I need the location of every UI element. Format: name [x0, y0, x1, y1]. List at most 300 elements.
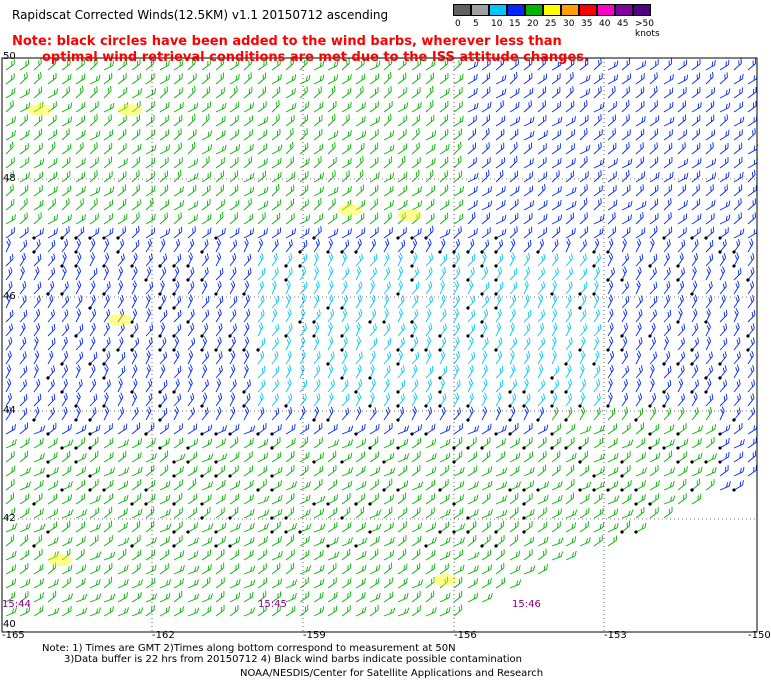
contamination-dot — [634, 488, 638, 492]
wind-barb — [4, 227, 17, 238]
legend-label-5: 25 — [545, 19, 557, 29]
wind-barb — [522, 158, 535, 168]
wind-barb — [478, 351, 488, 364]
contamination-dot — [228, 544, 232, 548]
wind-barb — [241, 157, 253, 168]
wind-barb — [144, 115, 157, 126]
wind-barb — [18, 508, 31, 518]
wind-barb — [269, 253, 279, 266]
wind-barb — [186, 185, 199, 196]
wind-barb — [172, 437, 185, 448]
wind-barb — [745, 351, 755, 364]
wind-barb — [688, 338, 702, 353]
wind-barb — [73, 338, 85, 350]
wind-barb — [269, 324, 281, 336]
contamination-dot — [172, 348, 176, 352]
wind-barb — [17, 240, 29, 252]
wind-barb — [437, 254, 449, 266]
wind-barb — [663, 496, 677, 504]
wind-barb — [395, 480, 411, 492]
wind-barb — [228, 550, 241, 560]
wind-barb — [675, 365, 686, 378]
contamination-dot — [46, 474, 50, 478]
wind-barb — [507, 72, 519, 84]
wind-barb — [340, 605, 353, 616]
wind-barb — [563, 254, 574, 266]
wind-barb — [619, 254, 631, 266]
legend-swatch-10 — [633, 4, 651, 16]
contamination-dot — [732, 264, 736, 268]
wind-barb — [283, 379, 293, 392]
wind-barb — [256, 523, 270, 532]
wind-barb — [507, 142, 519, 154]
wind-barb — [647, 199, 660, 210]
wind-barb — [409, 170, 421, 182]
wind-barb — [144, 438, 157, 448]
wind-barb — [129, 157, 142, 168]
wind-barb — [703, 407, 714, 420]
wind-barb — [731, 185, 744, 196]
wind-barb — [45, 338, 57, 350]
wind-barb — [46, 228, 59, 238]
wind-barb — [297, 351, 307, 364]
wind-barb — [521, 351, 532, 364]
wind-barb — [102, 73, 115, 84]
wind-barb — [382, 439, 395, 448]
wind-barb — [690, 467, 703, 476]
wind-barb — [562, 351, 575, 366]
wind-barb — [732, 229, 745, 238]
wind-barb — [297, 185, 310, 196]
wind-barb — [143, 494, 158, 506]
contamination-dot — [186, 460, 190, 464]
wind-barb — [353, 365, 363, 378]
wind-barb — [74, 522, 87, 532]
wind-barb — [452, 467, 465, 476]
wind-barb — [172, 115, 185, 126]
wind-barb — [18, 438, 31, 448]
wind-barb — [394, 227, 409, 240]
wind-barb — [269, 184, 281, 196]
wind-barb — [116, 607, 130, 616]
contamination-dot — [396, 362, 400, 366]
wind-barb — [130, 592, 143, 602]
contamination-dot — [718, 446, 722, 450]
wind-barb — [592, 103, 605, 112]
wind-barb — [381, 114, 393, 126]
wind-barb — [199, 352, 211, 364]
wind-barb — [2, 379, 12, 392]
wind-barb — [311, 281, 321, 294]
wind-barb — [451, 337, 461, 350]
wind-barb — [367, 143, 380, 154]
wind-barb — [647, 407, 658, 420]
wind-barb — [4, 451, 17, 462]
wind-barb — [577, 128, 589, 140]
wind-barb — [116, 481, 129, 490]
contamination-dot — [676, 446, 680, 450]
wind-barb — [354, 116, 367, 126]
wind-barb — [450, 309, 460, 322]
wind-barb — [480, 186, 493, 196]
lat-label: 46 — [3, 291, 16, 302]
wind-barb — [100, 407, 110, 420]
wind-barb — [704, 172, 717, 182]
wind-barb — [144, 578, 157, 588]
contamination-dot — [606, 404, 610, 408]
wind-barb — [382, 101, 395, 112]
wind-barb — [674, 253, 687, 268]
contamination-dot — [690, 460, 694, 464]
wind-barb — [717, 324, 729, 336]
wind-barb — [690, 214, 703, 224]
wind-barb — [297, 407, 307, 420]
wind-barb — [31, 309, 42, 322]
wind-barb — [494, 563, 507, 574]
wind-barb — [255, 268, 267, 280]
wind-barb — [591, 365, 602, 378]
wind-barb — [648, 480, 661, 490]
contamination-dot — [200, 404, 204, 408]
wind-barb — [381, 323, 392, 336]
wind-barb — [338, 507, 353, 521]
wind-barb — [507, 268, 519, 280]
wind-barb — [297, 128, 309, 140]
wind-barb — [116, 129, 129, 140]
wind-barb — [494, 578, 507, 588]
wind-barb — [130, 550, 143, 560]
wind-barb — [731, 480, 746, 492]
wind-barb — [409, 365, 419, 378]
wind-barb — [226, 507, 241, 520]
wind-barb — [521, 480, 537, 492]
wind-barb — [661, 408, 673, 420]
wind-barb — [577, 268, 589, 280]
wind-barb — [212, 281, 224, 296]
contamination-dot — [284, 530, 288, 534]
wind-barb — [242, 115, 255, 126]
contamination-dot — [424, 544, 428, 548]
wind-barb — [213, 212, 225, 224]
wind-barb — [228, 129, 241, 140]
wind-barb — [520, 393, 533, 408]
contamination-dot — [130, 390, 134, 394]
wind-barb — [158, 157, 171, 168]
wind-barb — [522, 467, 535, 476]
legend-swatch-6 — [561, 4, 579, 16]
wind-barb — [312, 466, 325, 476]
wind-barb — [409, 128, 421, 140]
wind-barb — [606, 453, 619, 462]
wind-barb — [576, 393, 588, 409]
wind-barb — [381, 453, 397, 464]
wind-barb — [604, 379, 613, 392]
wind-barb — [605, 114, 617, 126]
wind-barb — [451, 605, 464, 616]
wind-barb — [171, 239, 182, 252]
wind-barb — [354, 522, 367, 532]
wind-barb — [494, 143, 507, 154]
wind-barb — [381, 253, 391, 266]
wind-barb — [32, 115, 45, 126]
wind-barb — [31, 295, 42, 308]
wind-barb — [450, 437, 465, 450]
wind-barb — [228, 563, 241, 574]
map-title: Rapidscat Corrected Winds(12.5KM) v1.1 20150712 ascending — [12, 8, 389, 22]
wind-barb — [394, 407, 407, 422]
wind-barb — [101, 114, 113, 126]
wind-barb — [212, 253, 222, 266]
wind-barb — [564, 158, 577, 168]
contamination-dot — [480, 264, 484, 268]
wind-barb — [284, 103, 297, 112]
wind-barb — [424, 115, 437, 126]
wind-barb — [591, 324, 603, 336]
wind-barb — [284, 465, 297, 476]
wind-barb — [325, 281, 335, 294]
wind-barb — [634, 228, 647, 238]
wind-barb — [240, 337, 252, 353]
wind-barb — [200, 185, 213, 196]
wind-barb — [269, 338, 280, 350]
wind-barb — [60, 214, 73, 224]
wind-barb — [212, 465, 227, 478]
contamination-dot — [312, 418, 316, 422]
wind-barb — [59, 296, 71, 308]
wind-barb — [535, 481, 551, 492]
wind-barb — [478, 240, 492, 255]
wind-barb — [59, 239, 70, 252]
wind-barb — [382, 537, 396, 546]
high-wind-patch — [433, 574, 457, 586]
wind-barb — [493, 170, 505, 182]
contamination-dot — [214, 348, 218, 352]
wind-barb — [297, 267, 308, 280]
wind-barb — [493, 309, 503, 322]
wind-barb — [186, 201, 199, 210]
wind-barb — [312, 437, 325, 448]
wind-barb — [269, 408, 281, 420]
wind-barb — [731, 323, 741, 336]
wind-barb — [45, 452, 60, 464]
wind-barb — [340, 578, 353, 588]
wind-barb — [172, 423, 185, 434]
wind-barb — [100, 351, 113, 366]
wind-barb — [660, 227, 675, 241]
wind-barb — [368, 578, 381, 588]
wind-barb — [86, 437, 101, 450]
wind-barb — [270, 578, 283, 588]
wind-barb — [199, 114, 211, 126]
wind-barb — [172, 591, 185, 602]
wind-barb — [255, 309, 266, 322]
wind-barb — [646, 365, 655, 378]
wind-barb — [268, 309, 278, 322]
wind-barb — [676, 493, 689, 504]
wind-barb — [4, 73, 17, 84]
wind-barb — [648, 172, 661, 182]
wind-barb — [632, 351, 642, 364]
wind-barb — [466, 88, 479, 98]
wind-barb — [130, 479, 143, 490]
wind-barb — [199, 296, 211, 308]
wind-barb — [619, 59, 632, 70]
wind-barb — [241, 323, 251, 336]
wind-barb — [493, 229, 509, 240]
wind-barb — [632, 408, 646, 422]
wind-barb — [604, 393, 615, 409]
wind-barb — [59, 337, 69, 350]
wind-barb — [88, 579, 101, 588]
wind-barb — [157, 438, 172, 450]
wind-barb — [185, 281, 196, 294]
wind-barb — [200, 549, 213, 560]
wind-barb — [423, 100, 435, 112]
wind-barb — [87, 114, 99, 126]
wind-barb — [116, 424, 129, 434]
wind-barb — [310, 407, 322, 423]
wind-barb — [298, 565, 312, 574]
wind-barb — [633, 423, 646, 434]
wind-barb — [494, 451, 507, 462]
wind-barb — [704, 424, 717, 434]
wind-barb — [255, 73, 268, 84]
high-wind-patch — [338, 204, 362, 216]
wind-barb — [338, 309, 348, 322]
wind-barb — [60, 494, 73, 504]
wind-barb — [270, 563, 283, 574]
wind-barb — [74, 536, 87, 546]
wind-barb — [59, 324, 71, 336]
wind-barb — [452, 101, 465, 112]
wind-barb — [536, 200, 549, 210]
wind-barb — [674, 379, 684, 392]
legend-label-9: 45 — [617, 19, 629, 29]
wind-barb — [605, 481, 621, 493]
wind-barb — [634, 73, 647, 84]
contamination-dot — [228, 432, 232, 436]
contamination-dot — [200, 474, 204, 478]
wind-barb — [633, 296, 645, 308]
wind-barb — [423, 407, 434, 420]
wind-barb — [717, 338, 729, 350]
wind-barb — [185, 407, 196, 420]
wind-barb — [660, 337, 669, 350]
legend-labels — [453, 19, 660, 39]
wind-barb — [465, 212, 477, 224]
wind-barb — [270, 172, 283, 182]
wind-barb — [256, 577, 269, 588]
wind-barb — [326, 592, 339, 602]
wind-barb — [564, 536, 577, 546]
wind-barb — [690, 494, 703, 504]
wind-barb — [18, 157, 31, 168]
wind-barb — [282, 393, 295, 408]
wind-barb — [198, 365, 208, 378]
wind-barb — [508, 213, 521, 224]
wind-barb — [647, 337, 658, 350]
wind-barb — [438, 200, 451, 210]
wind-barb — [464, 407, 476, 422]
wind-barb — [184, 267, 197, 282]
wind-barb — [702, 309, 713, 325]
wind-barb — [647, 157, 660, 168]
wind-barb — [535, 87, 548, 98]
wind-barb — [450, 253, 463, 268]
wind-barb — [479, 296, 491, 308]
wind-barb — [494, 75, 507, 84]
wind-barb — [590, 351, 602, 366]
wind-barb — [661, 253, 671, 266]
wind-barb — [592, 493, 605, 504]
wind-barb — [466, 103, 479, 112]
wind-barb — [45, 310, 56, 322]
wind-barb — [424, 607, 438, 616]
wind-barb — [731, 212, 743, 224]
wind-barb — [382, 507, 395, 518]
wind-barb — [213, 309, 223, 322]
wind-barb — [731, 351, 742, 364]
contamination-dot — [676, 320, 680, 324]
wind-barb — [632, 379, 642, 392]
wind-barb — [732, 129, 745, 140]
wind-barb — [438, 509, 452, 518]
wind-barb — [661, 198, 673, 210]
wind-barb — [563, 281, 574, 294]
legend-label-2: 10 — [491, 19, 503, 29]
wind-barb — [647, 72, 659, 84]
wind-barb — [466, 173, 479, 182]
wind-barb — [549, 323, 559, 336]
wind-barb — [464, 296, 478, 311]
wind-barb — [115, 295, 126, 308]
wind-barb — [690, 59, 703, 70]
wind-barb — [576, 282, 590, 296]
wind-barb — [451, 323, 462, 336]
wind-barb — [185, 86, 197, 98]
wind-barb — [381, 239, 391, 252]
wind-barb — [480, 87, 493, 98]
wind-barb — [129, 407, 140, 420]
wind-barb — [396, 521, 409, 532]
wind-barb — [718, 143, 731, 154]
wind-barb — [87, 170, 99, 182]
wind-barb — [255, 253, 265, 266]
wind-barb — [716, 365, 730, 380]
contamination-dot — [32, 418, 36, 422]
wind-barb — [45, 324, 57, 336]
wind-barb — [423, 296, 435, 308]
wind-barb — [662, 172, 675, 182]
wind-barb — [327, 552, 341, 560]
wind-barb — [18, 550, 31, 560]
wind-barb — [479, 267, 490, 280]
wind-barb — [578, 508, 591, 518]
wind-barb — [674, 309, 685, 325]
wind-barb — [17, 212, 29, 224]
wind-barb — [17, 72, 29, 84]
wind-barb — [394, 309, 404, 322]
wind-barb — [45, 240, 57, 252]
wind-barb — [17, 380, 29, 392]
contamination-dot — [606, 488, 610, 492]
wind-barb — [690, 158, 703, 168]
wind-barb — [506, 351, 515, 364]
wind-barb — [128, 253, 140, 268]
wind-barb — [201, 524, 215, 532]
wind-barb — [101, 86, 113, 98]
wind-barb — [32, 200, 45, 210]
